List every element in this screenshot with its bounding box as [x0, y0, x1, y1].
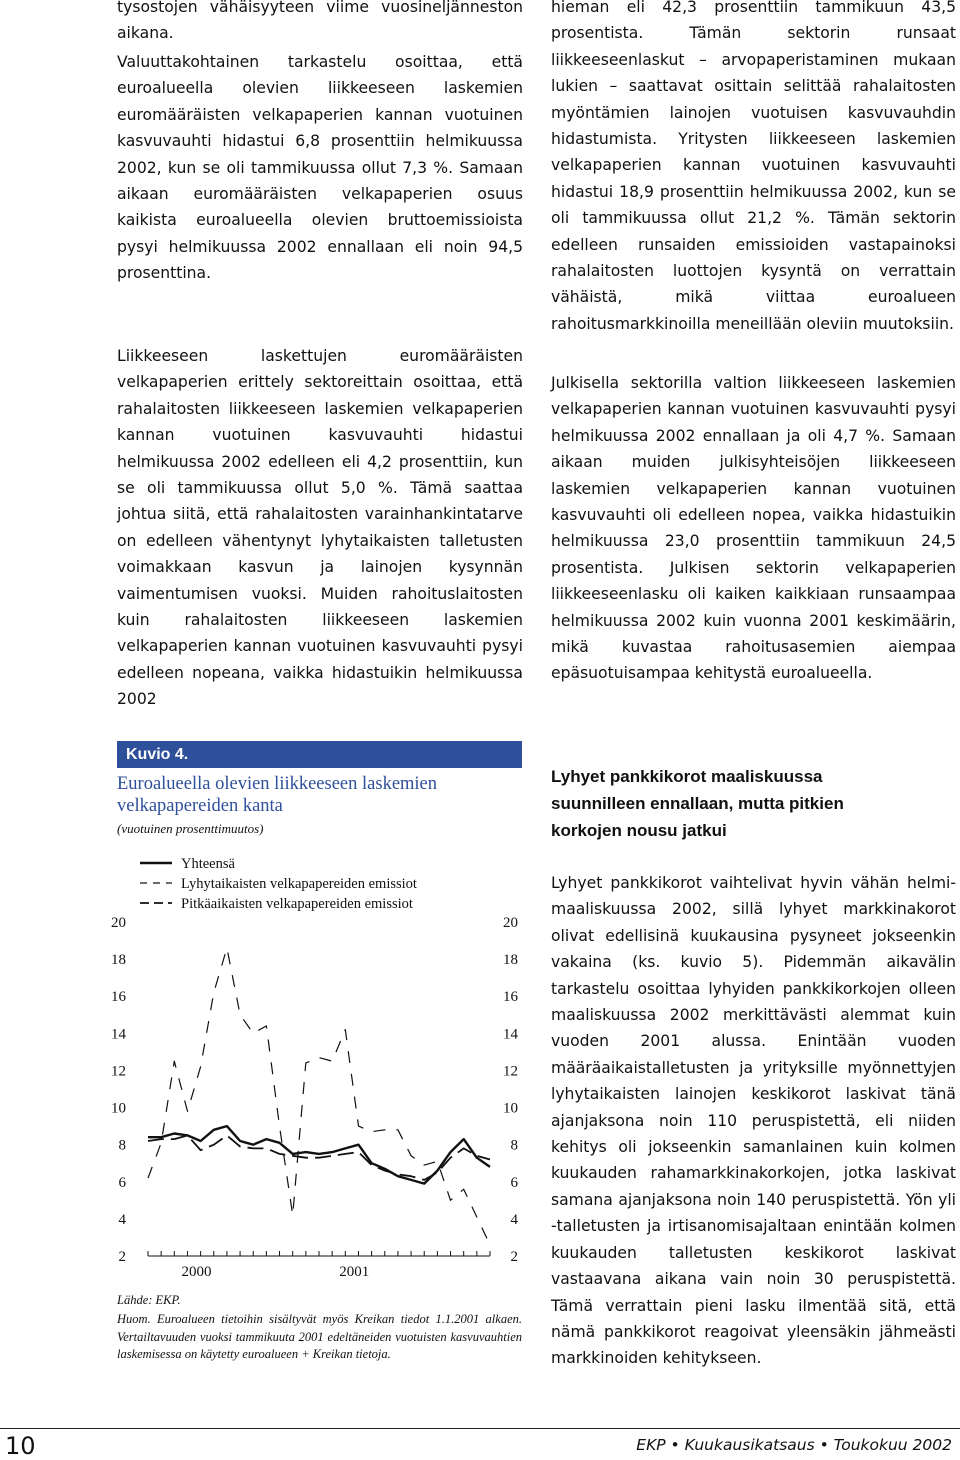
chart-axes — [111, 915, 519, 1280]
figure-tag: Kuvio 4. — [117, 741, 522, 768]
y-tick-label-right-5: 12 — [503, 1063, 518, 1080]
figure-subtitle: (vuotuinen prosenttimuutos) — [117, 821, 264, 836]
series-line-0 — [148, 1126, 490, 1184]
x-tick-label-1: 2001 — [339, 1264, 370, 1280]
series-line-1 — [148, 948, 490, 1245]
line-chart — [100, 850, 540, 1290]
footer-rule — [0, 1428, 960, 1429]
y-tick-label-right-4: 10 — [503, 1100, 518, 1117]
y-tick-label-left-7: 16 — [111, 989, 126, 1006]
y-tick-label-right-9: 20 — [503, 915, 518, 931]
figure-source: Lähde: EKP. — [117, 1293, 181, 1307]
chart-lines — [148, 948, 490, 1245]
paragraph-2: Valuuttakohtainen tarkastelu osoittaa, että euroalueella olevien liikkeeseen laskemien euromääräisten velkapaperien kannan vuotuinen kasvuvauhti hidastui 6,8 prosenttiin helmikuussa 2002, kun se oli tammikuussa ollut 7,3 %. Samaan aikaan euromääräisten velkapaperien osuus kaikista euroalueella olevien bruttoemissioista pysyi helmikuussa 2002 ennallaan eli noin 94,5 prosenttina. — [117, 53, 523, 283]
running-head: EKP • Kuukausikatsaus • Toukokuu 2002 — [636, 1436, 952, 1454]
y-tick-label-left-8: 18 — [111, 952, 126, 969]
paragraph-3: Liikkeeseen laskettujen euromääräisten velkapaperien erittely sektoreittain osoittaa, että rahalaitosten liikkeeseen laskemien velkapaperien kannan vuotuinen kasvuvauhti hidastui helmikuussa 2002 edelleen eli 4,2 prosenttiin, kun se oli tammikuussa ollut 5,0 %. Tämä saattaa johtua siitä, että rahalaitosten varainhankintatarve on edelleen vähentynyt lyhytaikaisten talletusten voimakkaan kasvun ja lainojen kysynnän vaimentumisen vuoksi. Muiden rahoituslaitosten kuin rahalaitosten liikkeeseen laskemien velkapaperien kannan vuotuinen kasvuvauhti pysyi edelleen nopeana, vaikka hidastuikin helmikuussa 2002 — [117, 347, 523, 709]
y-tick-label-left-2: 6 — [118, 1174, 126, 1191]
y-tick-label-right-8: 18 — [503, 952, 518, 969]
paragraph-1: tysostojen vähäisyyteen viime vuosineljänneston aikana. — [117, 0, 523, 43]
legend-label-0: Yhteensä — [181, 856, 235, 872]
figure-title: Euroalueella olevien liikkeeseen laskemien velkapapereiden kanta — [117, 774, 438, 816]
y-tick-label-left-4: 10 — [111, 1100, 126, 1117]
x-tick-label-0: 2000 — [181, 1264, 212, 1280]
y-tick-label-right-3: 8 — [510, 1137, 518, 1154]
y-tick-label-left-9: 20 — [111, 915, 126, 931]
y-tick-label-left-1: 4 — [118, 1211, 126, 1228]
figure-note: Huom. Euroalueen tietoihin sisältyvät myös Kreikan tiedot 1.1.2001 alkaen. Vertailtavuuden vuoksi tammikuuta 2001 edeltäneiden vuotuisten kasvuvauhtien laskemisessa on käytetty euroalueen + Kreikan tietoja. — [117, 1312, 522, 1362]
y-tick-label-left-6: 14 — [111, 1026, 126, 1043]
legend-label-2: Pitkäaikaisten velkapapereiden emissiot — [181, 896, 413, 912]
y-tick-label-right-0: 2 — [510, 1249, 518, 1265]
y-tick-label-right-6: 14 — [503, 1026, 518, 1043]
paragraph-4: hieman eli 42,3 prosenttiin tammikuun 43,5 prosentista. Tämän sektorin runsaat liikkeeseenlaskut – arvopaperistaminen mukaan lukien – saattavat osittain selittää rahalaitosten myöntämien lainojen vuotuisen kasvuvauhdin hidastumista. Yritysten liikkeeseen laskemien velkapaperien kannan vuotuinen kasvuvauhti hidastui 18,9 prosenttiin helmikuussa 2002, kun se oli tammikuussa ollut 21,2 %. Tämän sektorin edelleen runsaiden emissioiden vastapainoksi rahalaitosten luottojen kysyntä on verrattain vähäistä, mikä viittaa euroalueen rahoitusmarkkinoilla meneillään oleviin muutoksiin. — [551, 0, 956, 333]
section-heading: Lyhyet pankkikorot maaliskuussa suunnilleen ennallaan, mutta pitkien korkojen nousu jatkui — [551, 767, 844, 840]
y-tick-label-right-1: 4 — [510, 1211, 518, 1228]
page-number: 10 — [5, 1432, 36, 1460]
chart-legend — [140, 856, 417, 912]
y-tick-label-right-7: 16 — [503, 989, 518, 1006]
series-line-2 — [148, 1135, 490, 1180]
legend-label-1: Lyhytaikaisten velkapapereiden emissiot — [181, 876, 417, 892]
y-tick-label-left-0: 2 — [118, 1249, 126, 1265]
paragraph-6: Lyhyet pankkikorot vaihtelivat hyvin vähän helmi-maaliskuussa 2002, sillä lyhyet markkinakorot olivat edellisinä kuukausina pysyneet jokseenkin vakaina (ks. kuvio 5). Pidemmän aikavälin tarkastelu osoittaa lyhyiden pankkikorkojen olleen maaliskuussa 2002 merkittävästi alemmat kuin vuoden 2001 alussa. Enintään vuoden määräaikaistalletusten ja yrityksille myönnettyjen lyhytaikaisten lainojen keskikorot laskivat tänä ajanjaksona noin 110 peruspistettä, eli niiden kehitys oli jokseenkin samanlainen kuin kolmen kuukauden rahamarkkinakorkojen, jotka laskivat samana ajanjaksona noin 140 peruspistettä. Yön yli -talletusten ja irtisanomisajaltaan enintään kolmen kuukauden talletusten keskikorot laskivat vastaavana aikana vain noin 30 peruspistettä. Tämä verrattain pieni lasku ilmentää sitä, että nämä pankkikorot reagoivat yleensäkin jähmeästi markkinoiden kehitykseen. — [551, 874, 956, 1368]
paragraph-5: Julkisella sektorilla valtion liikkeeseen laskemien velkapaperien kannan vuotuinen kasvuvauhti pysyi helmikuussa 2002 ennallaan ja oli 4,7 %. Samaan aikaan muiden julkisyhteisöjen liikkeeseen laskemien velkapaperien kannan vuotuinen kasvuvauhti oli edelleen nopea, vaikka hidastuikin helmikuussa 23,0 prosenttiin tammikuun 24,5 prosentista. Julkisen sektorin velkapaperien liikkeeseenlasku oli kaiken kaikkiaan runsaampaa helmikuussa 2002 kuin vuonna 2001 keskimäärin, mikä kuvastaa rahoitusasemien aiempaa epäsuotuisampaa kehitystä euroalueella. — [551, 374, 956, 683]
y-tick-label-left-3: 8 — [118, 1137, 126, 1154]
y-tick-label-left-5: 12 — [111, 1063, 126, 1080]
y-tick-label-right-2: 6 — [510, 1174, 518, 1191]
